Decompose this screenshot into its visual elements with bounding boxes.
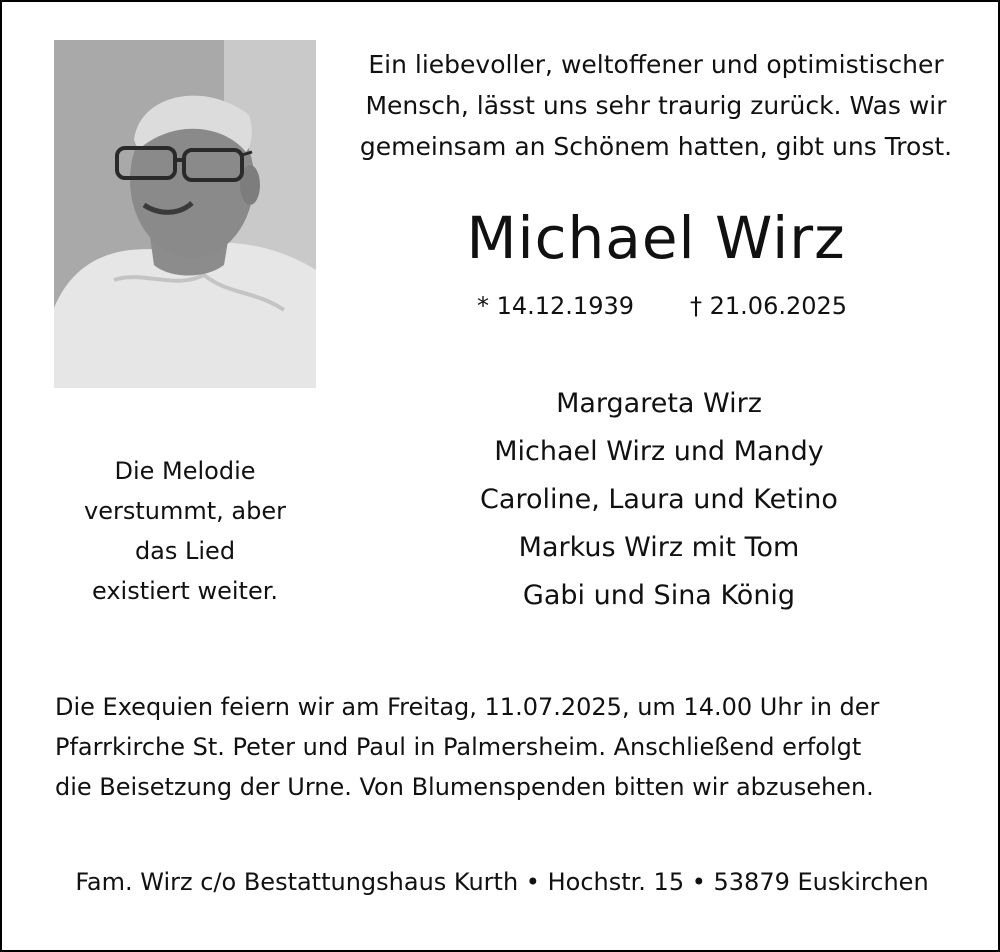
death-date: † 21.06.2025 [690, 292, 848, 320]
intro-line: Mensch, lässt uns sehr traurig zurück. Was wir [365, 91, 947, 120]
birth-date: * 14.12.1939 [476, 292, 634, 320]
portrait-illustration [54, 40, 316, 388]
quote-line: das Lied [134, 537, 236, 565]
family-member: Margareta Wirz [556, 388, 762, 419]
life-dates [342, 288, 982, 324]
intro-line: gemeinsam an Schönem hatten, gibt uns Trost. [359, 132, 953, 161]
family-member: Gabi und Sina König [522, 580, 796, 611]
family-member: Michael Wirz und Mandy [494, 436, 824, 467]
family-list [342, 380, 976, 620]
intro-line: Ein liebevoller, weltoffener und optimistischer [368, 50, 944, 79]
family-member: Caroline, Laura und Ketino [480, 484, 838, 515]
service-line: die Beisetzung der Urne. Von Blumenspenden bitten wir abzusehen. [55, 773, 874, 801]
portrait-photo [54, 40, 316, 388]
intro-text [342, 44, 970, 167]
quote-line: Die Melodie [114, 457, 256, 485]
service-line: Pfarrkirche St. Peter und Paul in Palmersheim. Anschließend erfolgt [55, 733, 862, 761]
service-announcement [55, 687, 975, 807]
deceased-name: Michael Wirz [466, 204, 846, 272]
quote-line: verstummt, aber [84, 497, 286, 525]
quote-line: existiert weiter. [92, 577, 278, 605]
service-line: Die Exequien feiern wir am Freitag, 11.07.2025, um 14.00 Uhr in der [55, 693, 880, 721]
memorial-quote [54, 451, 316, 611]
family-member: Markus Wirz mit Tom [518, 532, 800, 563]
contact-address: Fam. Wirz c/o Bestattungshaus Kurth • Hochstr. 15 • 53879 Euskirchen [75, 868, 929, 896]
